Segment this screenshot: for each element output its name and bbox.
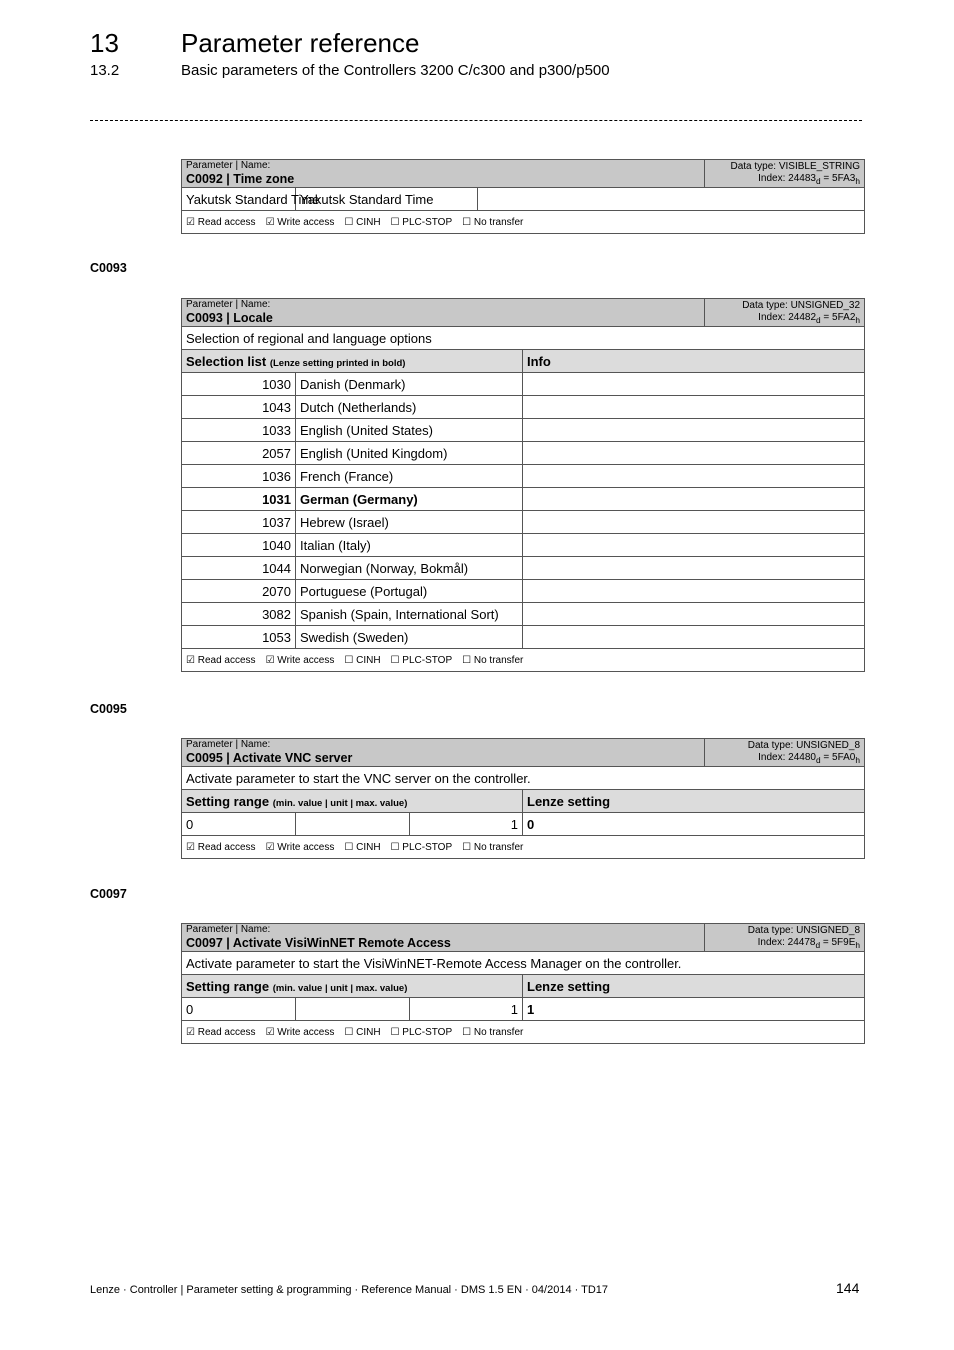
table-row: [182, 488, 865, 511]
c0092-access-flags: ☑ Read access ☑ Write access ☐ CINH ☐ PLC-STOP ☐ No transfer: [182, 211, 865, 234]
c0095-description: Activate parameter to start the VNC server on the controller.: [182, 767, 865, 790]
locale-name: Spanish (Spain, International Sort): [296, 603, 523, 626]
locale-name: Norwegian (Norway, Bokmål): [296, 557, 523, 580]
c0095-range-header: Setting range (min. value | unit | max. value): [182, 790, 523, 813]
c0093-selection-list: [182, 373, 865, 649]
table-row: [182, 373, 865, 396]
locale-code: 1036: [182, 465, 296, 488]
table-row: [182, 419, 865, 442]
locale-info: [523, 373, 865, 396]
c0092-table: [181, 159, 865, 234]
page-number: 144: [836, 1280, 860, 1296]
locale-name: French (France): [296, 465, 523, 488]
locale-info: [523, 557, 865, 580]
locale-code: 1043: [182, 396, 296, 419]
locale-code: 1040: [182, 534, 296, 557]
locale-info: [523, 488, 865, 511]
locale-name: Dutch (Netherlands): [296, 396, 523, 419]
locale-code: 3082: [182, 603, 296, 626]
locale-code: 1030: [182, 373, 296, 396]
c0097-range-header: Setting range (min. value | unit | max. value): [182, 975, 523, 998]
c0095-lenze-header: Lenze setting: [523, 790, 865, 813]
c0095-index: Index: $24480_d = 5FA0_h$: [758, 751, 861, 765]
locale-name: Italian (Italy): [296, 534, 523, 557]
locale-code: 1044: [182, 557, 296, 580]
locale-info: [523, 511, 865, 534]
param-label: Parameter | Name:: [186, 924, 271, 935]
table-row: [182, 465, 865, 488]
c0095-lenze-setting: 0: [523, 813, 865, 836]
c0097-header: [182, 924, 705, 952]
c0097-unit: [296, 998, 410, 1021]
c0092-empty-cell: [478, 188, 865, 211]
table-row: [182, 580, 865, 603]
c0095-name: C0095 | Activate VNC server: [186, 751, 353, 765]
locale-name: English (United States): [296, 419, 523, 442]
c0097-name: C0097 | Activate VisiWinNET Remote Access: [186, 936, 451, 950]
locale-code: 1053: [182, 626, 296, 649]
c0092-meta: [705, 160, 865, 188]
c0097-lenze-setting: 1: [523, 998, 865, 1021]
table-row: [182, 511, 865, 534]
c0093-meta: [705, 299, 865, 327]
c0095-min-value: 0: [182, 813, 296, 836]
c0097-meta: [705, 924, 865, 952]
locale-code: 1033: [182, 419, 296, 442]
c0097-table: [181, 923, 865, 1044]
locale-info: [523, 419, 865, 442]
table-row: [182, 534, 865, 557]
chapter-title: Parameter reference: [181, 28, 420, 58]
c0092-index: Index: $24483_d = 5FA3_h$: [758, 172, 860, 186]
locale-info: [523, 603, 865, 626]
locale-code: 2057: [182, 442, 296, 465]
locale-name: Hebrew (Israel): [296, 511, 523, 534]
locale-name: German (Germany): [296, 488, 523, 511]
locale-code: 2070: [182, 580, 296, 603]
c0093-header: [182, 299, 705, 327]
c0095-unit: [296, 813, 410, 836]
c0093-info-header: Info: [523, 350, 865, 373]
locale-info: [523, 442, 865, 465]
c0095-header: [182, 739, 705, 767]
locale-code: 1031: [182, 488, 296, 511]
page-footer: Lenze · Controller | Parameter setting & programming · Reference Manual · DMS 1.5 EN · 04/2014 · TD17: [90, 1284, 609, 1296]
locale-code: 1037: [182, 511, 296, 534]
c0097-min-value: 0: [182, 998, 296, 1021]
table-row: [182, 626, 865, 649]
c0097-access-flags: ☑ Read access ☑ Write access ☐ CINH ☐ PLC-STOP ☐ No transfer: [182, 1021, 865, 1044]
section-number: 13.2: [90, 62, 120, 79]
c0092-data-type: Data type: VISIBLE_STRING: [730, 160, 860, 172]
locale-info: [523, 626, 865, 649]
param-label: Parameter | Name:: [186, 739, 271, 750]
locale-name: Portuguese (Portugal): [296, 580, 523, 603]
c0093-selection-header: Selection list (Lenze setting printed in bold): [182, 350, 523, 373]
chapter-number: 13: [90, 28, 119, 58]
locale-name: English (United Kingdom): [296, 442, 523, 465]
c0097-section-label: C0097: [90, 887, 127, 901]
table-row: [182, 557, 865, 580]
c0093-description: Selection of regional and language options: [182, 327, 865, 350]
c0092-value-left: Yakutsk Standard Time: [182, 188, 296, 211]
locale-info: [523, 465, 865, 488]
table-row: [182, 442, 865, 465]
c0092-name: C0092 | Time zone: [186, 172, 295, 186]
param-label: Parameter | Name:: [186, 299, 271, 310]
locale-name: Swedish (Sweden): [296, 626, 523, 649]
c0093-data-type: Data type: UNSIGNED_32: [742, 299, 861, 311]
c0095-data-type: Data type: UNSIGNED_8: [747, 739, 861, 751]
c0097-lenze-header: Lenze setting: [523, 975, 865, 998]
c0093-index: Index: $24482_d = 5FA2_h$: [758, 311, 861, 325]
c0093-name: C0093 | Locale: [186, 311, 273, 325]
c0093-section-label: C0093: [90, 261, 127, 275]
section-title: Basic parameters of the Controllers 3200 C/c300 and p300/p500: [181, 62, 610, 79]
table-row: [182, 603, 865, 626]
c0095-table: [181, 738, 865, 859]
locale-info: [523, 396, 865, 419]
c0095-access-flags: ☑ Read access ☑ Write access ☐ CINH ☐ PLC-STOP ☐ No transfer: [182, 836, 865, 859]
locale-info: [523, 534, 865, 557]
c0092-header: [182, 160, 705, 188]
header-divider: [90, 120, 862, 121]
c0095-meta: [705, 739, 865, 767]
param-label: Parameter | Name:: [186, 160, 271, 171]
c0097-index: Index: $24478_d = 5F9E_h$: [757, 936, 861, 950]
c0097-data-type: Data type: UNSIGNED_8: [747, 924, 861, 936]
c0093-table: [181, 298, 865, 672]
c0092-value-right: Yakutsk Standard Time: [296, 188, 478, 211]
locale-name: Danish (Denmark): [296, 373, 523, 396]
c0097-description: Activate parameter to start the VisiWinNET-Remote Access Manager on the controller.: [182, 952, 865, 975]
table-row: [182, 396, 865, 419]
c0095-max-value: 1: [410, 813, 523, 836]
c0095-section-label: C0095: [90, 702, 127, 716]
c0093-access-flags: ☑ Read access ☑ Write access ☐ CINH ☐ PLC-STOP ☐ No transfer: [182, 649, 865, 672]
c0097-max-value: 1: [410, 998, 523, 1021]
locale-info: [523, 580, 865, 603]
